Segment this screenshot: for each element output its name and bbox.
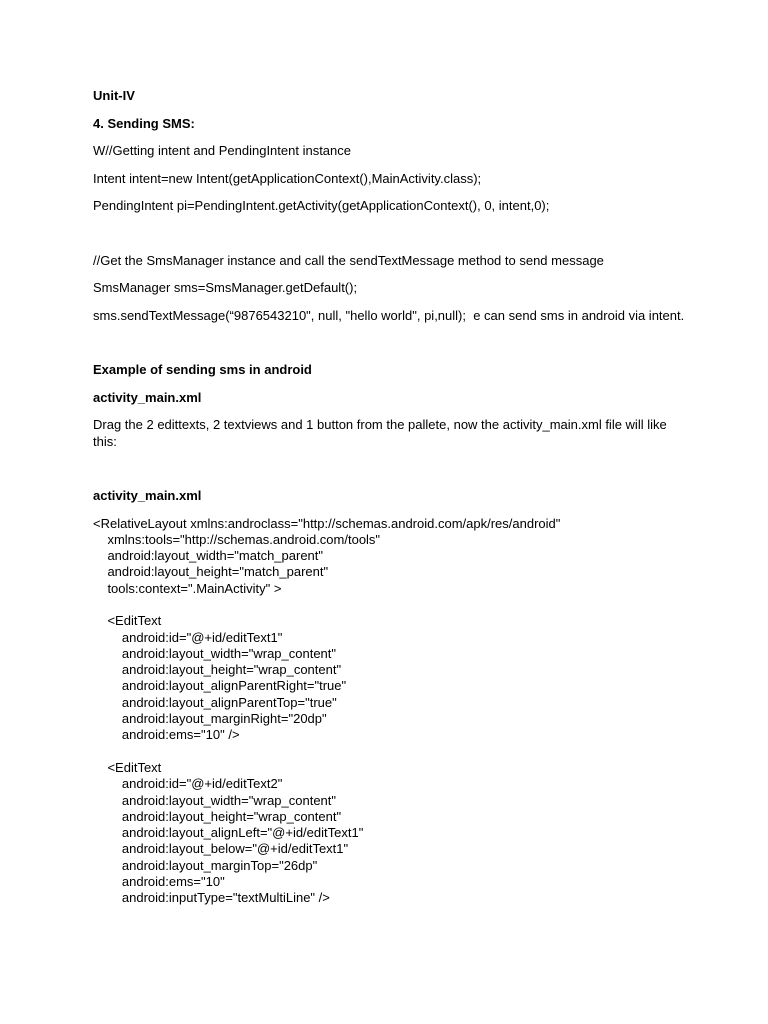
smsmanager-code-line: SmsManager sms=SmsManager.getDefault();	[93, 280, 358, 295]
activity-main-heading: activity_main.xml	[93, 389, 202, 405]
code-line: android:layout_height="wrap_content"	[93, 808, 342, 824]
code-line: android:id="@+id/editText1"	[93, 629, 283, 645]
code-line: android:layout_alignLeft="@+id/editText1"	[93, 825, 364, 841]
code-line: <EditText	[93, 613, 162, 629]
code-line: android:layout_height="match_parent"	[93, 564, 329, 580]
code-line: <EditText	[93, 759, 162, 775]
code-line: android:ems="10"	[93, 874, 225, 890]
section-heading: 4. Sending SMS:	[93, 115, 195, 131]
code-line: android:ems="10" />	[93, 727, 240, 743]
code-line	[93, 597, 693, 613]
getting-intent-comment: W//Getting intent and PendingIntent instance	[93, 143, 352, 158]
code-line: tools:context=".MainActivity" >	[93, 580, 282, 596]
code-line: android:layout_marginTop="26dp"	[93, 857, 318, 873]
smsmanager-comment: //Get the SmsManager instance and call the sendTextMessage method to send message	[93, 252, 604, 268]
xml-code-block	[93, 516, 693, 907]
code-line: android:layout_width="wrap_content"	[93, 645, 337, 661]
code-line: android:id="@+id/editText2"	[93, 776, 283, 792]
activity-main-heading-2: activity_main.xml	[93, 488, 202, 503]
code-line: android:layout_marginRight="20dp"	[93, 711, 327, 727]
pending-intent-code-line: PendingIntent pi=PendingIntent.getActivity(getApplicationContext(), 0, intent,0);	[93, 198, 550, 213]
code-line: android:layout_width="match_parent"	[93, 548, 324, 564]
code-line: android:layout_alignParentRight="true"	[93, 678, 347, 694]
code-line: android:layout_alignParentTop="true"	[93, 694, 337, 710]
document-body	[93, 88, 693, 907]
code-line: android:layout_width="wrap_content"	[93, 792, 337, 808]
code-line: android:layout_height="wrap_content"	[93, 662, 342, 678]
code-line: <RelativeLayout xmlns:androclass="http://schemas.android.com/apk/res/android"	[93, 515, 561, 531]
code-line: android:inputType="textMultiLine" />	[93, 890, 330, 906]
send-text-message-line: sms.sendTextMessage(“9876543210", null, "hello world", pi,null); e can send sms in android via intent.	[93, 307, 685, 323]
example-heading: Example of sending sms in android	[93, 362, 312, 377]
code-line: xmlns:tools="http://schemas.android.com/tools"	[93, 531, 381, 547]
unit-heading: Unit-IV	[93, 88, 135, 103]
code-line	[93, 744, 693, 760]
drag-instructions: Drag the 2 edittexts, 2 textviews and 1 button from the pallete, now the activity_main.xml file will like this:	[93, 417, 671, 449]
intent-code-line: Intent intent=new Intent(getApplicationContext(),MainActivity.class);	[93, 170, 482, 186]
code-line: android:layout_below="@+id/editText1"	[93, 841, 349, 857]
